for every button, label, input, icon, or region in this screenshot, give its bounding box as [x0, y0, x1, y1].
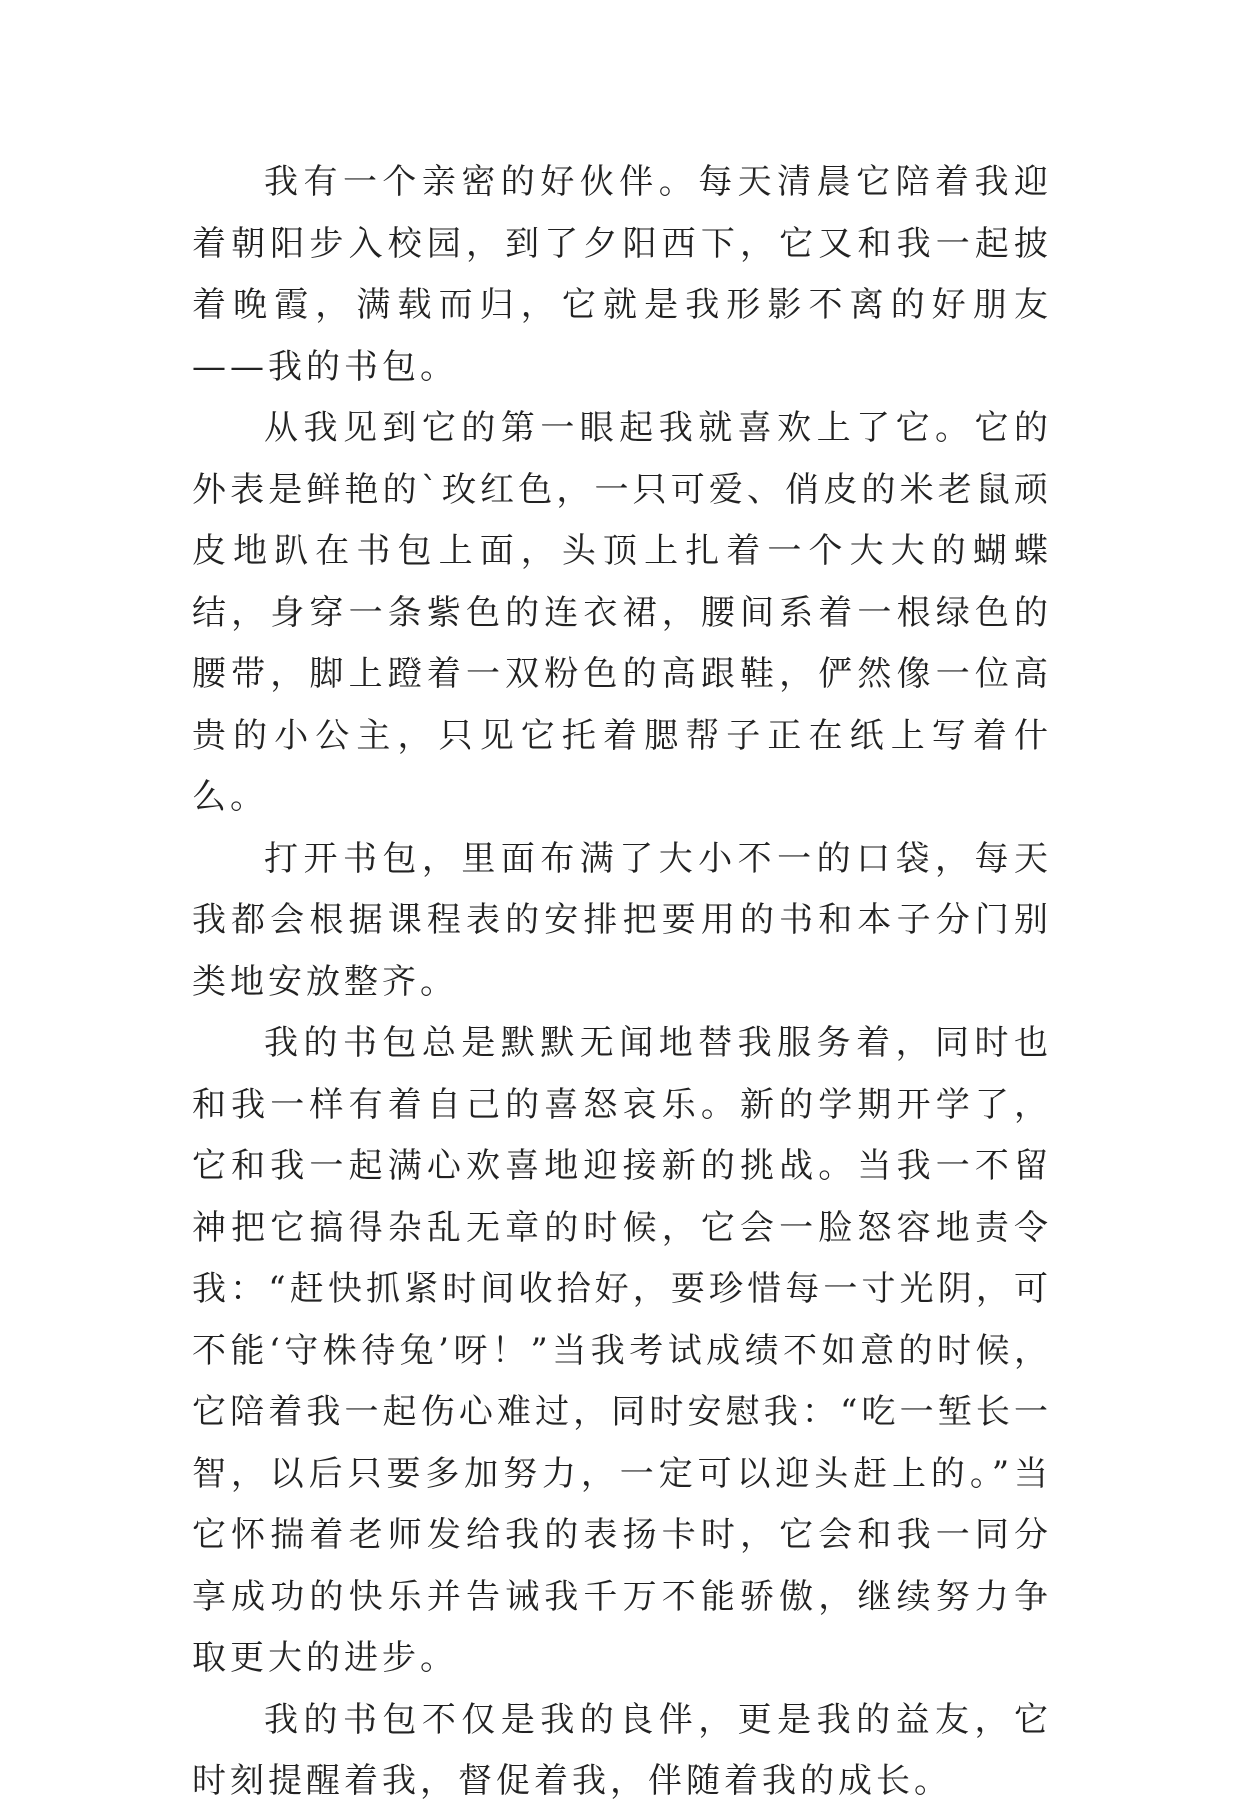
- paragraph-3: 打开书包，里面布满了大小不一的口袋，每天我都会根据课程表的安排把要用的书和本子分门别类地安放整齐。: [192, 838, 1052, 1002]
- paragraph-5: 我的书包不仅是我的良伴，更是我的益友，它时刻提醒着我，督促着我，伴随着我的成长。: [192, 1699, 1052, 1801]
- paragraph-1: 我有一个亲密的好伙伴。每天清晨它陪着我迎着朝阳步入校园，到了夕阳西下，它又和我一起披着晚霞，满载而归，它就是我形影不离的好朋友——我的书包。: [192, 162, 1052, 387]
- paragraph-4: 我的书包总是默默无闻地替我服务着，同时也和我一样有着自己的喜怒哀乐。新的学期开学了，它和我一起满心欢喜地迎接新的挑战。当我一不留神把它搞得杂乱无章的时候，它会一脸怒容地责令我：“赶快抓紧时间收拾好，要珍惜每一寸光阴，可不能‘守株待兔’呀！”当我考试成绩不如意的时候，它陪着我一起伤心难过，同时安慰我：“吃一堑长一智，以后只要多加努力，一定可以迎头赶上的。”当它怀揣着老师发给我的表扬卡时，它会和我一同分享成功的快乐并告诫我千万不能骄傲，继续努力争取更大的进步。: [192, 1023, 1052, 1678]
- paragraph-2: 从我见到它的第一眼起我就喜欢上了它。它的外表是鲜艳的`玫红色，一只可爱、俏皮的米老鼠顽皮地趴在书包上面，头顶上扎着一个大大的蝴蝶结，身穿一条紫色的连衣裙，腰间系着一根绿色的腰带，脚上蹬着一双粉色的高跟鞋，俨然像一位高贵的小公主，只见它托着腮帮子正在纸上写着什么。: [192, 408, 1052, 817]
- document-body: [192, 152, 1052, 1813]
